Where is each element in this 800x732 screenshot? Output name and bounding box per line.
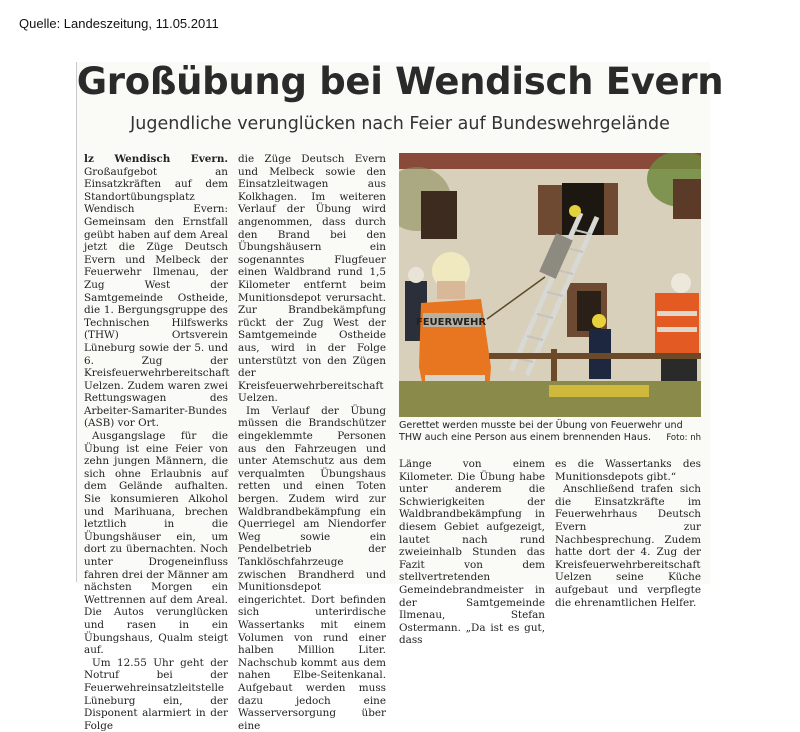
paragraph (84, 153, 228, 430)
paragraph: Anschließend trafen sich die Einsatzkräfte im Feuerwehrhaus Deutsch Evern zur Nachbesprechung. Zudem hatte dort der 4. Zug der Kreisfeuerwehrbereitschaft Uelzen seine Küche aufgebaut und verpflegte die ehrenamtlichen Helfer. (555, 483, 701, 609)
article-column-2 (238, 153, 386, 732)
paragraph: Ausgangslage für die Übung ist eine Feier von zehn jungen Männern, die sich ohne Erlaubnis auf dem Gelände aufhalten. Sie konsumieren Alkohol und Marihuana, brechen letztlich in die Übungshäuser ein, um dort zu übernachten. Noch unter Drogeneinfluss fahren drei der Männer am nächsten Morgen ein Wettrennen auf dem Areal. Die Autos verunglücken und rasen in ein Übungshaus, Qualm steigt auf. (84, 430, 228, 657)
paragraph: Länge von einem Kilometer. Die Übung habe unter anderem die Schwierigkeiten der Waldbrandbekämpfung in diesem Gebiet aufgezeigt, lautet nach rund zweieinhalb Stunden das Fazit von dem stellvertretenden Gemeindebrandmeister in der Samtgemeinde Ilmenau, Stefan Ostermann. „Da ist es gut, dass (399, 458, 545, 647)
dateline-kicker: lz Wendisch Evern. (84, 153, 228, 165)
news-photo (399, 153, 701, 417)
rescue-scene-photo (399, 153, 701, 417)
article-column-1 (84, 153, 228, 732)
source-line: Quelle: Landeszeitung, 11.05.2011 (19, 16, 219, 31)
article-column-4 (555, 458, 701, 609)
paragraph: Um 12.55 Uhr geht der Notruf bei der Feuerwehreinsatzleitstelle Lüneburg ein, der Disponent alarmiert in der Folge (84, 656, 228, 732)
vest-label: FEUERWEHR (415, 317, 487, 328)
headline: Großübung bei Wendisch Evern (76, 60, 724, 103)
paragraph: Im Verlauf der Übung müssen die Brandschützer eingeklemmte Personen aus den Fahrzeugen und unter Atemschutz aus dem verqualmten Übungshaus retten und einen Toten bergen. Zudem wird zur Waldbrandbekämpfung ein Querriegel am Niendorfer Weg sowie ein Pendelbetrieb der Tanklöschfahrzeuge zwischen Brandherd und Munitionsdepot eingerichtet. Dort befinden sich unterirdische Wassertanks mit einem Volumen von rund einer halben Million Liter. Nachschub kommt aus dem nahen Elbe-Seitenkanal. Aufgebaut werden muss dazu jedoch eine Wasserversorgung über eine (238, 404, 386, 732)
subheadline: Jugendliche verunglücken nach Feier auf Bundeswehrgelände (130, 114, 670, 134)
article-column-3 (399, 458, 545, 647)
paragraph: die Züge Deutsch Evern und Melbeck sowie den Einsatzleitwagen aus Kolkhagen. Im weiteren Verlauf der Übung wird angenommen, dass durch den Brand bei den Übungshäusern ein sogenanntes Flugfeuer einen Waldbrand rund 1,5 Kilometer entfernt beim Munitionsdepot verursacht. Zur Brandbekämpfung rückt der Zug West der Samtgemeinde Ostheide aus, wird in der Folge unterstützt von den Zügen der Kreisfeuerwehrbereitschaft Uelzen. (238, 153, 386, 405)
caption-text: Gerettet werden musste bei der Übung von Feuerwehr und THW auch eine Person aus einem brennenden Haus. (399, 420, 683, 443)
photo-caption (399, 420, 701, 444)
paragraph: es die Wassertanks des Munitionsdepots gibt.“ (555, 458, 701, 483)
paragraph-text: Großaufgebot an Einsatzkräften auf dem Standortübungsplatz Wendisch Evern: Gemeinsam den Ernstfall geübt haben auf dem Areal jetzt die Züge Deutsch Evern und Melbeck der Feuerwehr Ilmenau, der Zug West der Samtgemeinde Ostheide, die 1. Bergungsgruppe des Technischen Hilfswerks (THW) Ortsverein Lüneburg sowie der 5. und 6. Zug der Kreisfeuerwehrbereitschaft Uelzen. Zudem waren zwei Rettungswagen des Arbeiter-Samariter-Bundes (ASB) vor Ort. (84, 165, 230, 430)
photo-credit: Foto: nh (666, 433, 701, 443)
clipping-left-edge (76, 62, 77, 582)
